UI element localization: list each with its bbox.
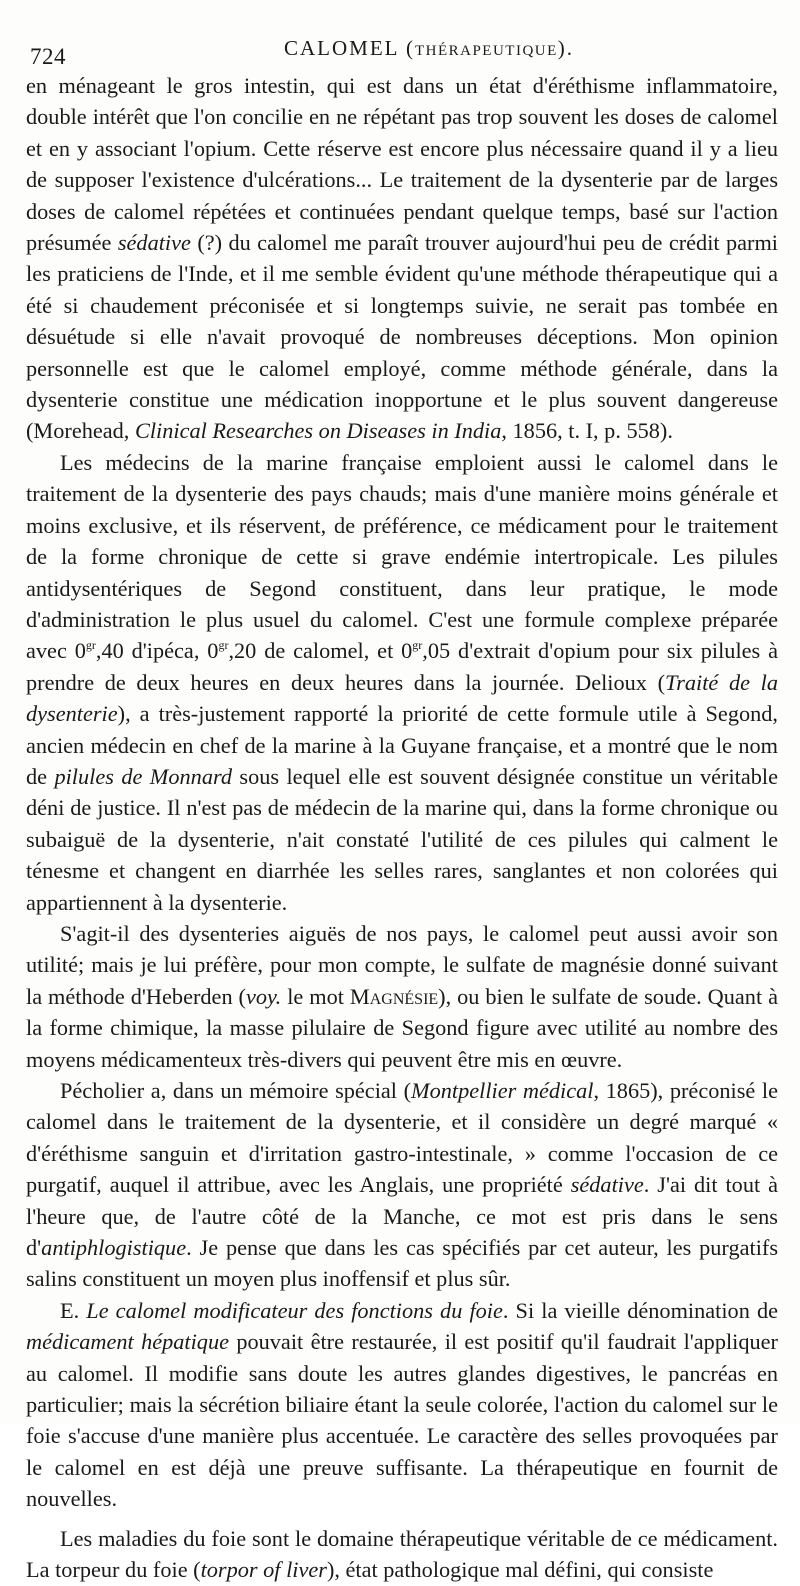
italic-text: Le calomel modificateur des fonctions du foie (86, 1297, 503, 1323)
text-run: S'agit-il des dysenteries aiguës de nos pays, le calomel peut aussi avoir son utilité; mais je lui préfère, pour mon compte, le sulfate de magnésie donné suivant la méthode d'Heberden ( (26, 920, 778, 1009)
text-run: (?) du calomel me paraît trouver aujourd'hui peu de crédit parmi les praticiens de l'Inde, et il me semble évident qu'une méthode thérapeutique qui a été si chaudement préconisée et si longtemps suivie, ne serait pas tombée en désuétude si elle n'avait provoqué de nombreuses déceptions. Mon opinion personnelle est que le calomel employé, comme méthode générale, dans la dysenterie constitue une médication inopportune et le plus souvent dangereuse (Morehead, (26, 230, 778, 444)
italic-text: torpor of liver (200, 1557, 327, 1583)
page-number: 724 (30, 44, 66, 69)
running-title-end: ). (557, 36, 575, 60)
text-run: ,05 d'extrait d'opium pour six pilules à prendre de deux heures en deux heures dans la journée. Delioux ( (26, 638, 778, 695)
text-run: , 1865), préconisé le calomel dans le traitement de la dysenterie, et il considère un degré marqué « d'éréthisme sanguin et d'irritation gastro-intestinale, » comme l'occasion de ce purgatif, auquel il attribue, avec les Anglais, une propriété (26, 1078, 778, 1198)
running-header (26, 30, 778, 70)
italic-text: Clinical Researches on Diseases in India (134, 418, 502, 444)
text-run: Pécholier a, dans un mémoire spécial ( (60, 1078, 412, 1103)
text-run: ,20 de calomel, et 0 (228, 638, 413, 664)
paragraph (26, 70, 778, 447)
text-run: ), ou bien le sulfate de soude. Quant à la forme chimique, la masse pilulaire de Segond figure avec utilité au nombre des moyens médicamenteux très-divers qui peuvent être mis en œuvre. (26, 983, 778, 1072)
italic-text: antiphlogistique (41, 1235, 187, 1261)
italic-text: pilules de Monnard (54, 763, 232, 789)
paragraph (26, 1523, 778, 1586)
running-title (284, 36, 574, 61)
text-run: . Si la vieille dénomination de (502, 1297, 778, 1323)
italic-text: sédative (570, 1172, 644, 1198)
running-title-main: CALOMEL ( (284, 36, 415, 60)
paragraph (26, 1075, 778, 1295)
paragraph (26, 1295, 778, 1515)
text-run: . Je pense que dans les cas spécifiés par cet auteur, les purgatifs salins constituent un moyen plus inoffensif et plus sûr. (26, 1235, 778, 1292)
text-run: sous lequel elle est souvent désignée constitue un véritable déni de justice. Il n'est pas de médecin de la marine qui, dans la forme chronique ou subaiguë de la dysenterie, n'ait constaté l'utilité de ces pilules qui calment le ténesme et changent en diarrhée les selles rares, sanglantes et non colorées qui appartiennent à la dysenterie. (26, 763, 778, 915)
superscript-unit: gr (85, 638, 96, 653)
paragraph (26, 447, 778, 918)
running-title-subtitle: THÉRAPEUTIQUE (414, 43, 558, 59)
text-run: , 1856, t. I, p. 558). (501, 418, 673, 444)
italic-text: voy. (245, 983, 282, 1009)
italic-text: sédative (117, 230, 191, 256)
italic-text: médicament hépatique (26, 1329, 229, 1355)
italic-text: Montpellier médical (411, 1078, 594, 1103)
superscript-unit: gr (412, 638, 423, 653)
italic-text: Traité de la dysenterie (26, 669, 778, 727)
body-text (26, 70, 778, 1586)
text-run: Les maladies du foie sont le domaine thérapeutique véritable de ce médicament. La torpeur du foie ( (26, 1525, 778, 1583)
text-run: E. (60, 1297, 87, 1323)
text-run: le mot (281, 983, 350, 1009)
small-caps-text: Magnésie (349, 983, 439, 1009)
text-run: ), état pathologique mal défini, qui consiste (326, 1557, 714, 1583)
text-run: ), a très-justement rapporté la priorité de cette formule utile à Segond, ancien médecin en chef de la marine à la Guyane française, et a montré que le nom de (26, 701, 778, 789)
paragraph (26, 918, 778, 1075)
text-run: . J'ai dit tout à l'heure que, de l'autre côté de la Manche, ce mot est pris dans le sens d' (26, 1172, 779, 1261)
text-run: Les médecins de la marine française emploient aussi le calomel dans le traitement de la dysenterie des pays chauds; mais d'une manière moins générale et moins exclusive, et ils réservent, de préférence, ce médicament pour le traitement de la forme chronique de cette si grave endémie intertropicale. Les pilules antidysentériques de Segond constituent, dans leur pratique, le mode d'administration le plus usuel du calomel. C'est une formule complexe préparée avec 0 (26, 449, 778, 664)
text-run: en ménageant le gros intestin, qui est dans un état d'éréthisme inflammatoire, double intérêt que l'on concilie en ne répétant pas trop souvent les doses de calomel et en y associant l'opium. Cette réserve est encore plus nécessaire quand il y a lieu de supposer l'existence d'ulcérations... Le traitement de la dysenterie par de larges doses de calomel répétées et continuées pendant quelque temps, basé sur l'action présumée (26, 73, 778, 256)
superscript-unit: gr (218, 638, 229, 653)
text-run: pouvait être restaurée, il est positif qu'il faudrait l'appliquer au calomel. Il modifie sans doute les autres glandes digestives, le pancréas en particulier; mais la sécrétion biliaire étant la seule colorée, l'action du calomel sur le foie s'accuse d'une manière plus accentuée. Le caractère des selles provoquées par le calomel en est déjà une preuve suffisante. La thérapeutique en fournit de nouvelles. (26, 1329, 778, 1512)
text-run: ,40 d'ipéca, 0 (95, 638, 219, 664)
